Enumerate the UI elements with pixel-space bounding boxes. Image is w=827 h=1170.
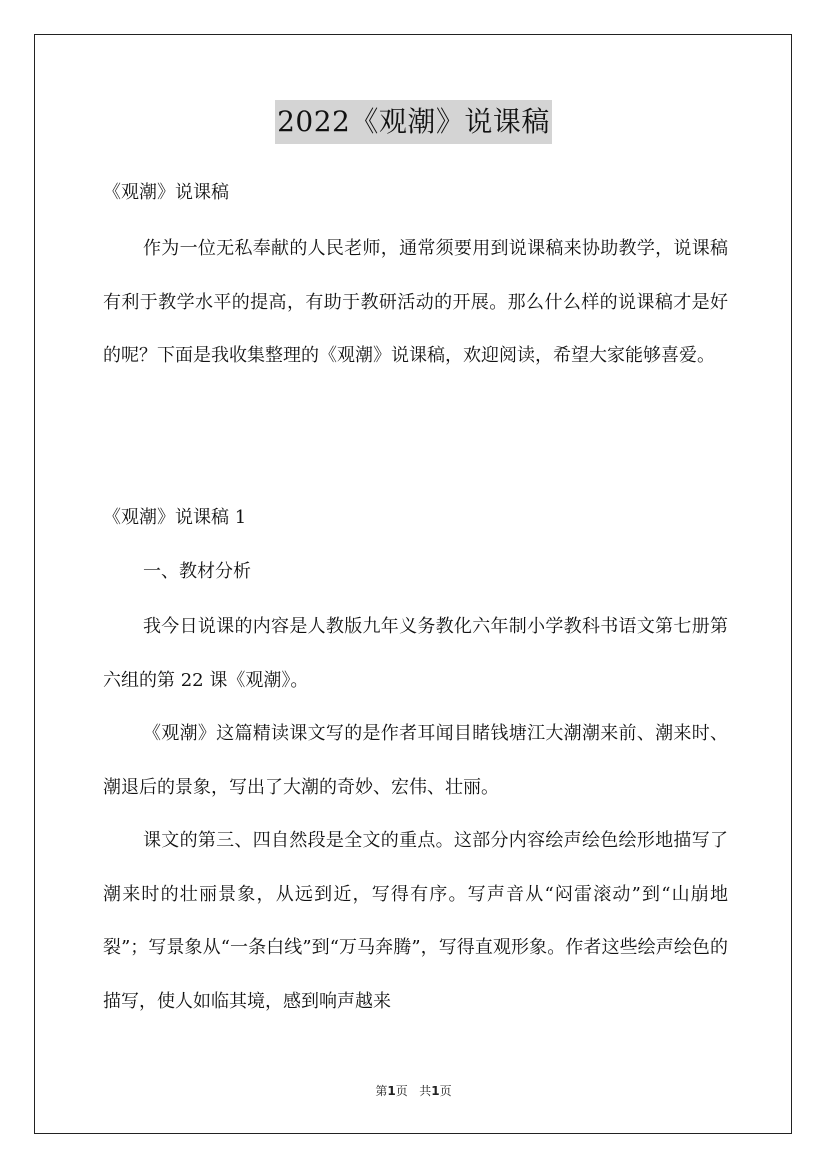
paragraph-2: 《观潮》这篇精读课文写的是作者耳闻目睹钱塘江大潮潮来前、潮来时、潮退后的景象，写出了大潮的奇妙、宏伟、壮丽。 bbox=[103, 723, 728, 798]
document-title: 2022《观潮》说课稿 bbox=[275, 100, 552, 144]
section-heading: 《观潮》说课稿 1 bbox=[103, 507, 247, 528]
total-label-prefix: 共 bbox=[419, 1084, 432, 1098]
total-pages: 1 bbox=[431, 1084, 440, 1098]
page-label-suffix: 页 bbox=[395, 1084, 408, 1098]
page-number: 1 bbox=[387, 1084, 396, 1098]
paragraph-1: 我今日说课的内容是人教版九年义务教化六年制小学教科书语文第七册第六组的第 22 课《观潮》。 bbox=[103, 616, 728, 691]
paragraph-3: 课文的第三、四自然段是全文的重点。这部分内容绘声绘色绘形地描写了潮来时的壮丽景象，从远到近，写得有序。写声音从“闷雷滚动”到“山崩地裂”；写景象从“一条白线”到“万马奔腾”，写得直观形象。作者这些绘声绘色的描写，使人如临其境，感到响声越来 bbox=[103, 830, 728, 1012]
page-footer bbox=[0, 1082, 827, 1099]
intro-paragraph: 作为一位无私奉献的人民老师，通常须要用到说课稿来协助教学，说课稿有利于教学水平的提高，有助于教研活动的开展。那么什么样的说课稿才是好的呢？下面是我收集整理的《观潮》说课稿，欢迎阅读，希望大家能够喜爱。 bbox=[103, 238, 728, 366]
part-heading: 一、教材分析 bbox=[143, 561, 251, 582]
page-label-prefix: 第 bbox=[375, 1084, 388, 1098]
document-subtitle: 《观潮》说课稿 bbox=[103, 182, 229, 203]
total-label-suffix: 页 bbox=[439, 1084, 452, 1098]
title-container bbox=[0, 100, 827, 144]
